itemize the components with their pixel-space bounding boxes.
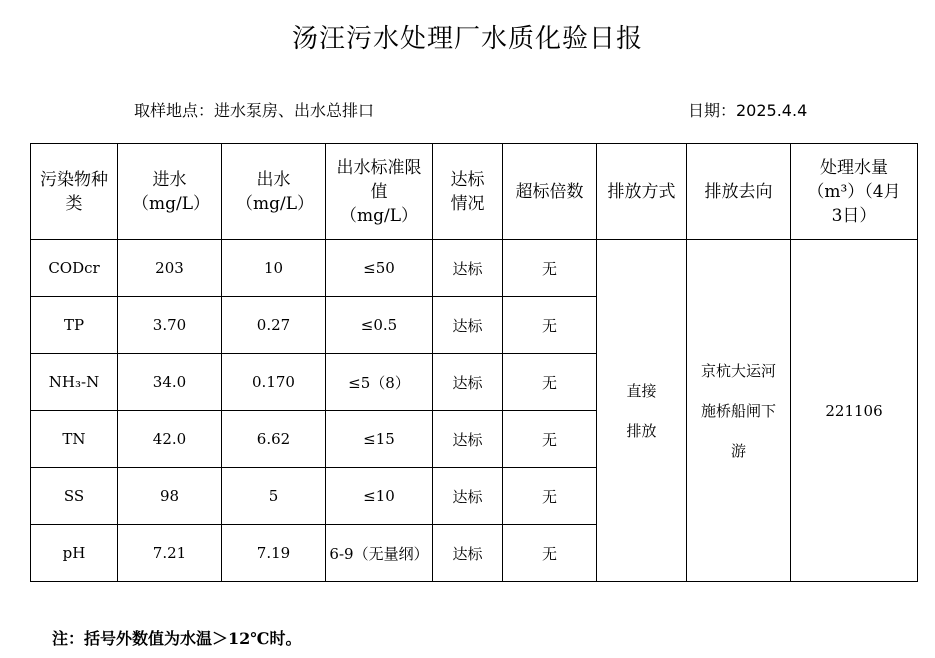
- cell-pollutant: CODcr: [31, 240, 118, 297]
- cell-exceed: 无: [503, 297, 597, 354]
- header-discharge-method: 排放方式: [597, 144, 687, 240]
- cell-pollutant: TN: [31, 411, 118, 468]
- cell-effluent: 0.170: [222, 354, 326, 411]
- cell-compliance: 达标: [433, 240, 503, 297]
- header-influent: 进水（mg/L）: [118, 144, 222, 240]
- table-header-row: [31, 144, 918, 240]
- water-quality-table: [30, 143, 918, 582]
- cell-pollutant: TP: [31, 297, 118, 354]
- report-date: 日期：2025.4.4: [688, 101, 808, 120]
- cell-standard: ≤15: [326, 411, 433, 468]
- cell-exceed: 无: [503, 468, 597, 525]
- header-effluent: 出水（mg/L）: [222, 144, 326, 240]
- cell-influent: 42.0: [118, 411, 222, 468]
- cell-pollutant: NH₃-N: [31, 354, 118, 411]
- cell-effluent: 7.19: [222, 525, 326, 582]
- cell-compliance: 达标: [433, 411, 503, 468]
- cell-influent: 7.21: [118, 525, 222, 582]
- table-row: [31, 240, 918, 297]
- cell-influent: 3.70: [118, 297, 222, 354]
- cell-standard: ≤50: [326, 240, 433, 297]
- cell-compliance: 达标: [433, 468, 503, 525]
- cell-effluent: 10: [222, 240, 326, 297]
- cell-influent: 203: [118, 240, 222, 297]
- cell-standard: ≤0.5: [326, 297, 433, 354]
- footnote: 注：括号外数值为水温＞12℃时。: [52, 629, 302, 648]
- cell-exceed: 无: [503, 525, 597, 582]
- cell-influent: 98: [118, 468, 222, 525]
- cell-effluent: 5: [222, 468, 326, 525]
- cell-exceed: 无: [503, 411, 597, 468]
- cell-pollutant: SS: [31, 468, 118, 525]
- header-treated-volume: 处理水量（m³）（4月3日）: [791, 144, 918, 240]
- header-pollutant: 污染物种类: [31, 144, 118, 240]
- cell-standard: 6-9（无量纲）: [326, 525, 433, 582]
- header-standard: 出水标准限值（mg/L）: [326, 144, 433, 240]
- header-compliance: 达标情况: [433, 144, 503, 240]
- sampling-location: 取样地点：进水泵房、出水总排口: [134, 101, 375, 120]
- cell-compliance: 达标: [433, 354, 503, 411]
- cell-compliance: 达标: [433, 297, 503, 354]
- cell-discharge-direction: 京杭大运河施桥船闸下游: [687, 240, 791, 582]
- cell-effluent: 6.62: [222, 411, 326, 468]
- header-exceed-multiple: 超标倍数: [503, 144, 597, 240]
- cell-effluent: 0.27: [222, 297, 326, 354]
- cell-exceed: 无: [503, 354, 597, 411]
- cell-influent: 34.0: [118, 354, 222, 411]
- cell-discharge-method: 直接排放: [597, 240, 687, 582]
- cell-standard: ≤10: [326, 468, 433, 525]
- cell-standard: ≤5（8）: [326, 354, 433, 411]
- header-discharge-direction: 排放去向: [687, 144, 791, 240]
- cell-treated-volume: 221106: [791, 240, 918, 582]
- cell-pollutant: pH: [31, 525, 118, 582]
- report-title: 汤汪污水处理厂水质化验日报: [291, 24, 643, 54]
- cell-exceed: 无: [503, 240, 597, 297]
- cell-compliance: 达标: [433, 525, 503, 582]
